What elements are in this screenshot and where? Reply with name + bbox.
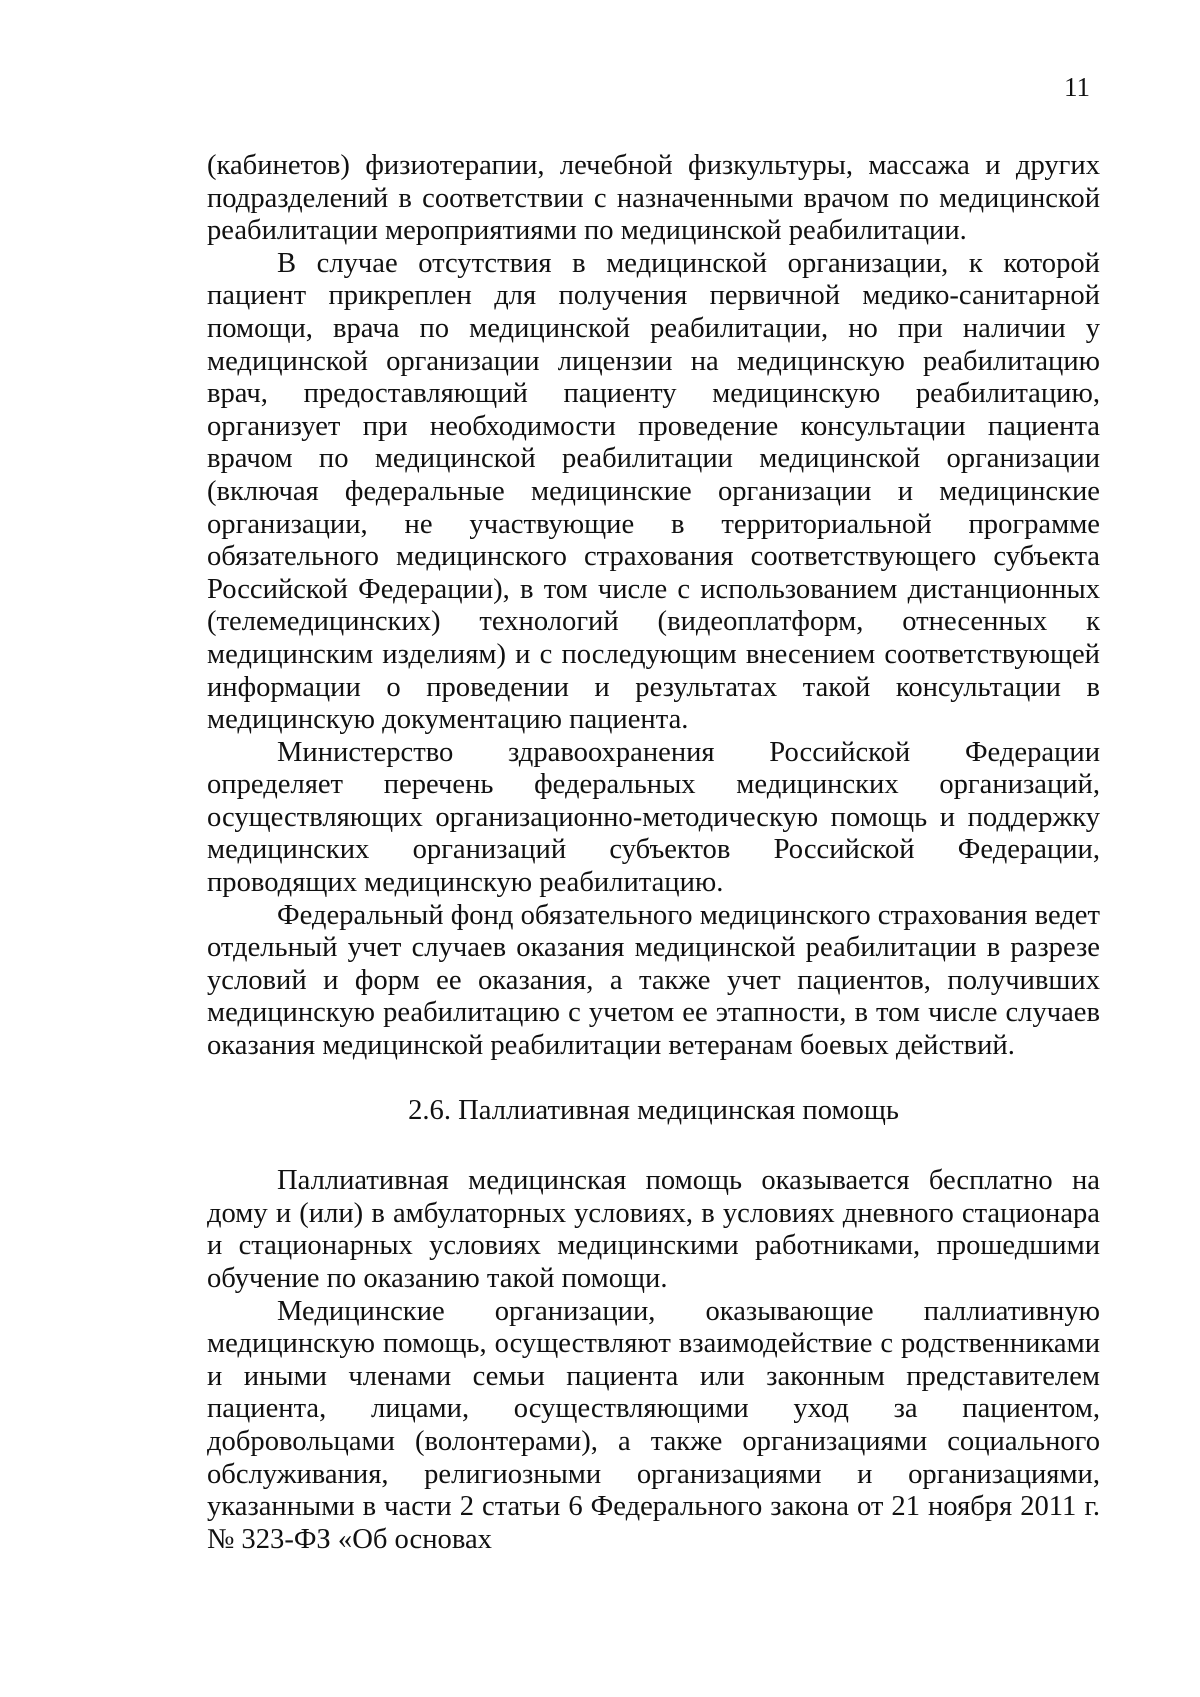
paragraph-continuation: (кабинетов) физиотерапии, лечебной физкультуры, массажа и других подразделений в соответствии с назначенными врачом по медицинской реабилитации мероприятиями по медицинской реабилитации. [207,150,1100,247]
paragraph-ministry: Министерство здравоохранения Российской Федерации определяет перечень федеральных медицинских организаций, осуществляющих организационно-методическую помощь и поддержку медицинских организаций субъектов Российской Федерации, проводящих медицинскую реабилитацию. [207,736,1100,899]
paragraph-remote-consultation: В случае отсутствия в медицинской организации, к которой пациент прикреплен для получения первичной медико-санитарной помощи, врача по медицинской реабилитации, но при наличии у медицинской организации лицензии на медицинскую реабилитацию врач, предоставляющий пациенту медицинскую реабилитацию, организует при необходимости проведение консультации пациента врачом по медицинской реабилитации медицинской организации (включая федеральные медицинские организации и медицинские организации, не участвующие в территориальной программе обязательного медицинского страхования соответствующего субъекта Российской Федерации), в том числе с использованием дистанционных (телемедицинских) технологий (видеоплатформ, отнесенных к медицинским изделиям) и с последующим внесением соответствующей информации о проведении и результатах такой консультации в медицинскую документацию пациента. [207,247,1100,736]
paragraph-palliative-organizations: Медицинские организации, оказывающие паллиативную медицинскую помощь, осуществляют взаимодействие с родственниками и иными членами семьи пациента или законным представителем пациента, лицами, осуществляющими уход за пациентом, добровольцами (волонтерами), а также организациями социального обслуживания, религиозными организациями и организациями, указанными в части 2 статьи 6 Федерального закона от 21 ноября 2011 г. № 323-ФЗ «Об основах [207,1295,1100,1555]
page-number: 11 [1064,72,1090,102]
document-body [207,150,1100,1556]
paragraph-insurance-fund: Федеральный фонд обязательного медицинского страхования ведет отдельный учет случаев оказания медицинской реабилитации в разрезе условий и форм ее оказания, а также учет пациентов, получивших медицинскую реабилитацию с учетом ее этапности, в том числе случаев оказания медицинской реабилитации ветеранам боевых действий. [207,899,1100,1062]
section-heading: 2.6. Паллиативная медицинская помощь [408,1094,899,1126]
paragraph-palliative-care: Паллиативная медицинская помощь оказывается бесплатно на дому и (или) в амбулаторных условиях, в условиях дневного стационара и стационарных условиях медицинскими работниками, прошедшими обучение по оказанию такой помощи. [207,1165,1100,1294]
